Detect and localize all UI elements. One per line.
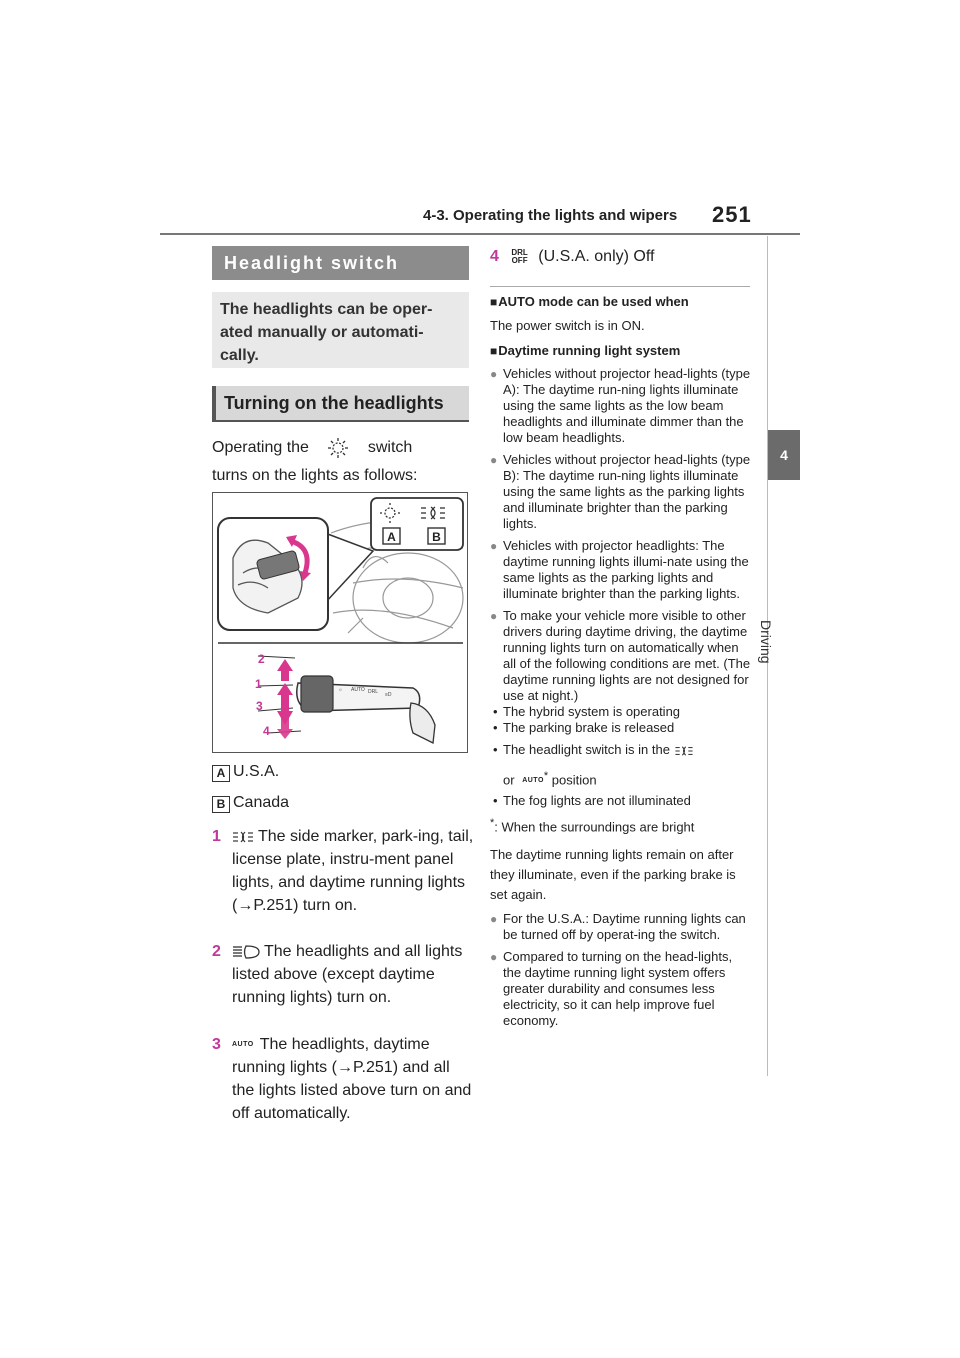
chapter-tab: 4 [768, 430, 800, 480]
item-number: 3 [212, 1036, 221, 1053]
page-number: 251 [712, 202, 752, 227]
key-row-a [212, 763, 280, 782]
footnote-marker: * [490, 816, 495, 829]
svg-text:≡D: ≡D [385, 692, 392, 698]
subsection-heading: Turning on the headlights [212, 386, 469, 422]
position-label-1: 1 [255, 677, 262, 691]
chapter-label: Driving [758, 620, 774, 664]
condition-or: or [503, 772, 515, 788]
operating-text-before: Operating the [212, 439, 309, 456]
footnote-marker: * [543, 770, 549, 782]
header-divider [160, 233, 800, 235]
switch-illustration [213, 493, 468, 753]
parking-light-icon [232, 830, 254, 844]
inset-label-a: A [387, 530, 396, 544]
key-letter-a: A [212, 765, 230, 782]
note-text-auto: The power switch is in ON. [490, 318, 645, 333]
position-arrows-icon [277, 659, 293, 739]
list-item [490, 248, 654, 266]
key-letter-b: B [212, 796, 230, 813]
section-title: 4-3. Operating the lights and wipers [423, 207, 678, 224]
auto-icon: AUTO [522, 776, 544, 784]
condition-text: position [551, 772, 597, 788]
item-number: 4 [490, 248, 499, 265]
parking-light-icon [674, 745, 694, 757]
position-label-4: 4 [263, 724, 270, 738]
list-item: ● For the U.S.A.: Daytime running lights can be turned off by operat-ing the switch. [490, 911, 752, 943]
drl-icon-top: DRL [511, 247, 528, 257]
headlight-switch-figure [212, 492, 468, 753]
list-item: ● Vehicles without projector head-lights (type A): The daytime run-ning lights illuminate using the same lights as the low beam headlights and illuminate dimmer than the low beam headlights. [490, 366, 752, 446]
notes-divider [490, 286, 750, 287]
svg-text:AUTO: AUTO [351, 687, 365, 693]
operating-text-line2: turns on the lights as follows: [212, 467, 418, 484]
key-row-b [212, 794, 290, 813]
headlight-icon [232, 944, 260, 960]
item-text: The side marker, park-ing, tail, license plate, instru-ment panel lights, and daytime running lights (→P.251) turn on. [232, 828, 474, 914]
footnote [490, 815, 752, 835]
condition-text: The headlight switch is in the [503, 742, 670, 757]
item-number: 2 [212, 943, 221, 960]
list-item [212, 1033, 474, 1125]
item-number: 1 [212, 828, 221, 845]
headlight-lever [297, 676, 435, 743]
drl-icon-bottom: OFF [511, 255, 528, 265]
inset-label-b: B [432, 530, 441, 544]
note-heading-auto: ■ AUTO mode can be used when [490, 293, 752, 311]
condition-item: • The hybrid system is operating [490, 704, 752, 720]
svg-text:☼: ☼ [338, 687, 343, 693]
auto-icon: AUTO [232, 1041, 254, 1049]
notes-column [490, 293, 752, 1029]
list-item [212, 825, 474, 917]
condition-item [490, 742, 752, 789]
list-item: ● To make your vehicle more visible to other drivers during daytime driving, the daytime running lights turn on automatically when all of the following conditions are met. (The daytime running lights are not designed for use at night.) [490, 608, 752, 704]
key-text-a: U.S.A. [233, 763, 280, 780]
item-text: The headlights, daytime running lights (→P.251) and all the lights listed above turn on and off automatically. [232, 1036, 472, 1123]
intro-box: The headlights can be oper-ated manually or automati-cally. [212, 292, 469, 368]
list-item [212, 940, 474, 1009]
position-label-2: 2 [258, 652, 265, 666]
operating-text-after: switch [367, 439, 413, 456]
operating-text [212, 434, 474, 490]
note-text-remain: The daytime running lights remain on after they illuminate, even if the parking brake is set again. [490, 847, 736, 903]
condition-item: • The fog lights are not illuminated [490, 793, 752, 809]
list-item: ● Vehicles without projector head-lights (type B): The daytime run-ning lights illuminate using the same lights as the parking lights and illuminate brighter than the parking lights. [490, 452, 752, 532]
condition-item: • The parking brake is released [490, 720, 752, 736]
note-heading-drl: ■ Daytime running light system [490, 342, 752, 360]
drl-off-icon [511, 249, 527, 265]
item-text: The headlights and all lights listed above (except daytime running lights) turn on. [232, 943, 463, 1006]
key-text-b: Canada [233, 794, 290, 811]
footnote-text: : When the surroundings are bright [494, 819, 695, 835]
item-text: (U.S.A. only) Off [538, 248, 655, 265]
list-item: ● Vehicles with projector headlights: The daytime running lights illumi-nate using the same lights as the parking lights and illuminate brighter than the parking lights. [490, 538, 752, 602]
list-item: ● Compared to turning on the head-lights, the daytime running light system offers greater durability and consumes less electricity, so it can help improve fuel economy. [490, 949, 752, 1029]
headlight-switch-icon [325, 438, 351, 458]
section-heading-headlight-switch: Headlight switch [212, 246, 469, 280]
svg-text:DRL: DRL [368, 689, 379, 695]
position-label-3: 3 [256, 699, 263, 713]
